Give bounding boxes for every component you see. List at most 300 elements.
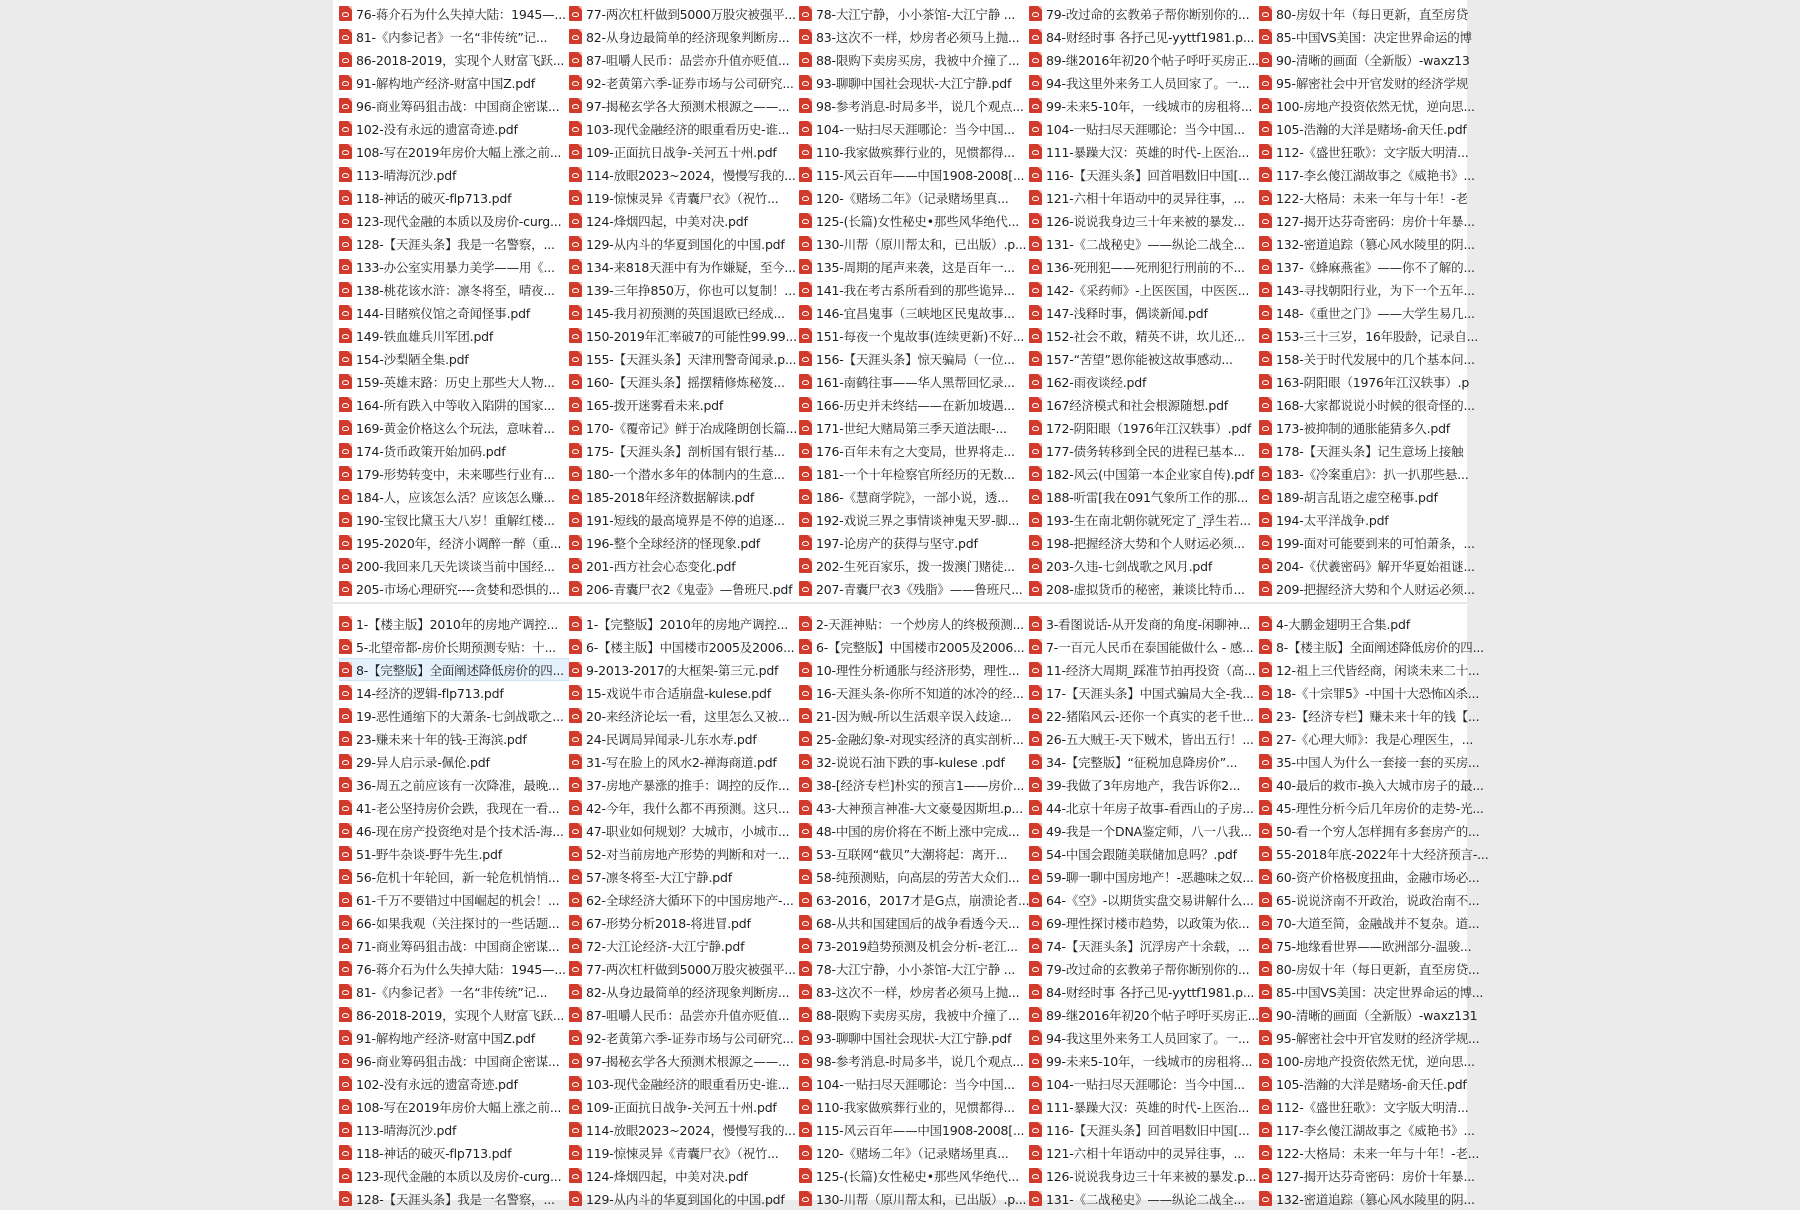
file-item[interactable] [1259,819,1489,842]
file-item[interactable] [1259,681,1489,704]
file-item[interactable] [1259,704,1489,727]
file-item[interactable] [1029,163,1259,186]
file-name: 176-百年未有之大变局，世界将走... [816,443,1015,459]
file-item[interactable] [569,416,799,439]
file-item[interactable] [339,1187,569,1210]
file-item[interactable] [339,1072,569,1095]
file-item[interactable] [1259,232,1489,255]
file-name: 96-商业筹码狙击战：中国商企密谋... [356,98,560,114]
file-item[interactable] [1029,48,1259,71]
file-item[interactable] [569,1118,799,1141]
file-item[interactable] [1259,71,1489,94]
file-item[interactable] [1259,163,1489,186]
pdf-file-icon [1029,466,1042,481]
file-item[interactable] [799,911,1029,934]
file-item[interactable] [339,957,569,980]
file-item[interactable] [1259,658,1489,681]
pdf-file-icon [799,420,812,435]
file-item[interactable] [339,232,569,255]
pdf-file-icon [1029,961,1042,976]
file-item[interactable] [1259,865,1489,888]
file-item[interactable] [1029,957,1259,980]
file-item[interactable] [339,727,569,750]
file-item[interactable] [799,704,1029,727]
file-item[interactable] [799,462,1029,485]
file-item[interactable] [1029,1072,1259,1095]
file-item[interactable] [1029,842,1259,865]
file-item[interactable] [339,370,569,393]
file-item[interactable] [1029,2,1259,25]
file-item[interactable] [339,635,569,658]
file-item[interactable] [1029,370,1259,393]
pdf-file-icon [799,662,812,677]
file-item[interactable] [569,796,799,819]
file-name: 155-【天涯头条】天津刑警奇闻录.p... [586,351,797,367]
file-item[interactable] [339,554,569,577]
file-item[interactable] [569,1141,799,1164]
file-item[interactable] [339,163,569,186]
file-name: 193-生在南北朝你就死定了_浮生若... [1046,512,1251,528]
file-item[interactable] [569,1164,799,1187]
file-item[interactable] [799,94,1029,117]
pdf-file-icon [339,535,352,550]
file-item[interactable] [569,888,799,911]
file-name: 188-听雷[我在091气象所工作的那... [1046,489,1249,505]
file-item[interactable] [1259,842,1489,865]
file-item[interactable] [569,773,799,796]
file-item[interactable] [569,347,799,370]
file-item[interactable] [569,71,799,94]
file-item[interactable] [1029,796,1259,819]
file-item[interactable] [569,393,799,416]
file-item[interactable] [339,255,569,278]
file-item[interactable] [569,25,799,48]
file-item[interactable] [569,508,799,531]
pdf-file-icon [569,1099,582,1114]
file-item[interactable] [1259,1049,1489,1072]
file-item[interactable] [1029,393,1259,416]
file-item[interactable] [569,278,799,301]
file-item[interactable] [569,1026,799,1049]
file-item[interactable] [1029,485,1259,508]
pdf-file-icon [799,236,812,251]
file-item[interactable] [799,773,1029,796]
file-item[interactable] [799,370,1029,393]
file-item[interactable] [799,980,1029,1003]
file-item[interactable] [1259,635,1489,658]
file-item[interactable] [799,508,1029,531]
file-item[interactable] [799,577,1029,600]
pdf-file-icon [339,144,352,159]
file-item[interactable] [1029,1003,1259,1026]
file-item[interactable] [569,462,799,485]
file-item[interactable] [569,140,799,163]
file-item[interactable] [1259,1072,1489,1095]
file-item[interactable] [799,934,1029,957]
file-item[interactable] [799,635,1029,658]
file-item[interactable] [339,1026,569,1049]
file-item[interactable] [569,301,799,324]
file-item[interactable] [1029,301,1259,324]
file-item[interactable] [1259,934,1489,957]
file-item[interactable] [799,1049,1029,1072]
file-item[interactable] [569,370,799,393]
file-item[interactable] [569,117,799,140]
file-item[interactable] [1029,773,1259,796]
pdf-file-icon [339,1030,352,1045]
pdf-file-icon [339,259,352,274]
file-item[interactable] [1259,2,1489,25]
file-item[interactable] [1029,704,1259,727]
file-item[interactable] [1029,1141,1259,1164]
file-item[interactable] [1259,278,1489,301]
file-item[interactable] [1259,1164,1489,1187]
file-item[interactable] [339,980,569,1003]
file-name: 131-《二战秘史》——纵论二战全... [1046,1191,1245,1207]
file-item[interactable] [1259,439,1489,462]
file-item[interactable] [339,508,569,531]
file-item[interactable] [799,186,1029,209]
file-item[interactable] [1259,1003,1489,1026]
pdf-file-icon [799,581,812,596]
file-item[interactable] [799,1187,1029,1210]
file-item[interactable] [569,727,799,750]
file-item[interactable] [799,1164,1029,1187]
file-item[interactable] [569,865,799,888]
file-item[interactable] [1259,347,1489,370]
file-item[interactable] [569,1095,799,1118]
file-item[interactable] [569,439,799,462]
file-item[interactable] [799,209,1029,232]
file-item[interactable] [569,658,799,681]
file-item[interactable] [1029,1095,1259,1118]
file-item[interactable] [569,980,799,1003]
file-item[interactable] [1259,980,1489,1003]
file-item[interactable] [569,255,799,278]
file-item[interactable] [1029,186,1259,209]
file-item[interactable] [339,865,569,888]
file-item[interactable] [569,324,799,347]
file-item[interactable] [569,957,799,980]
file-item[interactable] [339,416,569,439]
file-item[interactable] [569,1003,799,1026]
file-item[interactable] [569,1072,799,1095]
file-item[interactable] [1259,957,1489,980]
file-item[interactable] [339,1003,569,1026]
file-item[interactable] [1029,439,1259,462]
file-item[interactable] [339,1095,569,1118]
file-item[interactable] [569,911,799,934]
file-item[interactable] [339,94,569,117]
file-item[interactable] [799,957,1029,980]
file-item[interactable] [799,1003,1029,1026]
file-item[interactable] [799,819,1029,842]
file-item[interactable] [1029,1118,1259,1141]
file-item[interactable] [1029,508,1259,531]
file-item[interactable] [1029,232,1259,255]
file-item[interactable] [339,209,569,232]
file-item[interactable] [1029,462,1259,485]
file-item[interactable] [569,681,799,704]
file-item[interactable] [339,819,569,842]
file-item[interactable] [339,301,569,324]
file-item[interactable] [339,681,569,704]
file-item[interactable] [799,232,1029,255]
file-name: 80-房奴十年（每日更新，直至房贷... [1276,961,1480,977]
file-name: 127-揭开达芬奇密码：房价十年暴... [1276,1168,1475,1184]
file-item[interactable] [1029,209,1259,232]
file-item[interactable] [1259,1141,1489,1164]
file-item[interactable] [799,796,1029,819]
file-item[interactable] [339,911,569,934]
file-item[interactable] [799,554,1029,577]
file-item[interactable] [339,796,569,819]
file-item[interactable] [1029,531,1259,554]
file-item[interactable] [799,71,1029,94]
file-item[interactable] [1029,911,1259,934]
file-item[interactable] [1029,865,1259,888]
file-item[interactable] [799,612,1029,635]
file-item[interactable] [569,1187,799,1210]
file-item[interactable] [339,117,569,140]
file-item[interactable] [799,1072,1029,1095]
file-item[interactable] [1259,1187,1489,1210]
file-item[interactable] [569,704,799,727]
file-item[interactable] [1259,209,1489,232]
file-name: 135-周期的尾声来袭，这是百年一... [816,259,1015,275]
file-item[interactable] [1259,911,1489,934]
pdf-file-icon [1029,75,1042,90]
pdf-file-icon [339,777,352,792]
file-item[interactable] [569,554,799,577]
file-name: 44-北京十年房子故事-看西山的子房... [1046,800,1254,816]
file-item[interactable] [1259,485,1489,508]
file-item[interactable] [1029,658,1259,681]
file-item[interactable] [799,140,1029,163]
file-name: 175-【天涯头条】剖析国有银行基... [586,443,785,459]
pdf-file-icon [1259,397,1272,412]
file-item[interactable] [1029,554,1259,577]
file-item[interactable] [569,48,799,71]
file-item[interactable] [1259,186,1489,209]
file-item[interactable] [1029,888,1259,911]
file-item[interactable] [339,1118,569,1141]
file-item[interactable] [799,485,1029,508]
file-item[interactable] [339,1049,569,1072]
file-item[interactable] [339,71,569,94]
file-item[interactable] [799,117,1029,140]
file-item[interactable] [1259,1095,1489,1118]
file-item[interactable] [799,393,1029,416]
file-item[interactable] [569,94,799,117]
file-item[interactable] [799,842,1029,865]
file-item[interactable] [1259,508,1489,531]
file-item[interactable] [1029,750,1259,773]
file-name: 32-说说石油下跌的事-kulese .pdf [816,754,1005,770]
file-item[interactable] [339,750,569,773]
file-item[interactable] [1029,140,1259,163]
file-item[interactable] [569,577,799,600]
file-item[interactable] [339,842,569,865]
file-item[interactable] [1029,416,1259,439]
file-item[interactable] [1029,324,1259,347]
file-item[interactable] [339,186,569,209]
file-item[interactable] [1259,531,1489,554]
file-item[interactable] [339,140,569,163]
file-item[interactable] [1029,635,1259,658]
file-item[interactable] [1259,324,1489,347]
file-item[interactable] [339,704,569,727]
file-item[interactable] [339,347,569,370]
file-item[interactable] [799,750,1029,773]
pdf-file-icon [1029,639,1042,654]
file-item[interactable] [1029,1049,1259,1072]
file-item[interactable] [339,485,569,508]
file-item[interactable] [1259,1026,1489,1049]
file-item[interactable] [1259,301,1489,324]
file-item[interactable] [799,324,1029,347]
file-item[interactable] [339,48,569,71]
file-item[interactable] [1259,94,1489,117]
file-item[interactable] [569,232,799,255]
file-item[interactable] [569,934,799,957]
file-item[interactable] [799,888,1029,911]
file-item[interactable] [339,462,569,485]
file-item[interactable] [799,439,1029,462]
file-item[interactable] [1259,888,1489,911]
file-item[interactable] [799,658,1029,681]
file-item[interactable] [339,25,569,48]
file-item[interactable] [1029,577,1259,600]
file-item[interactable] [1029,819,1259,842]
file-name: 125-(长篇)女性秘史•那些风华绝代... [816,213,1020,229]
file-item[interactable] [339,773,569,796]
file-item[interactable] [569,819,799,842]
file-item[interactable] [1029,934,1259,957]
file-item[interactable] [569,750,799,773]
file-name: 77-两次杠杆做到5000万股灾被强平... [586,6,796,22]
file-item[interactable] [339,531,569,554]
file-item[interactable] [1259,370,1489,393]
file-item[interactable] [569,842,799,865]
file-name: 98-参考消息-时局多半，说几个观点... [816,98,1024,114]
file-item[interactable] [569,531,799,554]
file-item[interactable] [799,2,1029,25]
file-item[interactable] [339,1141,569,1164]
file-item[interactable] [799,301,1029,324]
file-item[interactable] [339,324,569,347]
file-item[interactable] [339,1164,569,1187]
file-item[interactable] [799,1095,1029,1118]
file-item[interactable] [1259,48,1489,71]
file-name: 48-中国的房价将在不断上涨中完成... [816,823,1020,839]
file-item[interactable] [799,727,1029,750]
file-item[interactable] [569,635,799,658]
file-item[interactable] [569,209,799,232]
file-name: 14-经济的逻辑-flp713.pdf [356,685,504,701]
file-name: 127-揭开达芬奇密码：房价十年暴... [1276,213,1475,229]
file-item[interactable] [1029,278,1259,301]
file-item[interactable] [339,612,569,635]
file-item[interactable] [1029,1164,1259,1187]
file-item[interactable] [1259,773,1489,796]
file-item[interactable] [799,416,1029,439]
file-name: 104-一贴扫尽天涯哪论：当今中国... [1046,121,1245,137]
file-item[interactable] [339,888,569,911]
pdf-file-icon [1029,98,1042,113]
pdf-file-icon [339,1191,352,1206]
file-item[interactable] [339,393,569,416]
file-item[interactable] [1259,462,1489,485]
file-name: 35-中国人为什么一套接一套的买房... [1276,754,1480,770]
file-item[interactable] [799,48,1029,71]
file-item[interactable] [799,865,1029,888]
file-item[interactable] [799,1141,1029,1164]
pdf-file-icon [1029,685,1042,700]
file-item[interactable] [1259,750,1489,773]
file-item[interactable] [1029,25,1259,48]
file-item[interactable] [569,2,799,25]
file-item[interactable] [339,2,569,25]
file-item[interactable] [1029,94,1259,117]
file-item[interactable] [1029,612,1259,635]
file-item[interactable] [1029,727,1259,750]
file-item[interactable] [1259,25,1489,48]
file-item[interactable] [339,439,569,462]
file-item[interactable] [799,681,1029,704]
file-item[interactable] [799,255,1029,278]
file-item[interactable] [1029,681,1259,704]
file-item[interactable] [799,278,1029,301]
file-item[interactable] [799,1026,1029,1049]
file-item[interactable] [1259,117,1489,140]
file-item[interactable] [1029,347,1259,370]
file-item[interactable] [799,163,1029,186]
pdf-file-icon [569,443,582,458]
file-item[interactable] [339,934,569,957]
file-item[interactable] [1029,980,1259,1003]
file-item[interactable] [1259,612,1489,635]
file-item[interactable] [569,1049,799,1072]
file-item[interactable] [1259,1118,1489,1141]
file-item[interactable] [569,612,799,635]
file-item[interactable] [1259,140,1489,163]
file-item[interactable] [1259,727,1489,750]
file-item[interactable] [569,485,799,508]
file-item[interactable] [1029,1026,1259,1049]
file-item[interactable] [799,531,1029,554]
file-item[interactable] [1259,796,1489,819]
file-item[interactable] [339,278,569,301]
file-item[interactable] [1259,554,1489,577]
file-item[interactable] [1029,255,1259,278]
file-item[interactable] [569,186,799,209]
file-name: 195-2020年，经济小调醉一醉（重... [356,535,562,551]
file-item[interactable] [1259,577,1489,600]
file-item[interactable] [339,577,569,600]
file-item[interactable] [1029,1187,1259,1210]
file-item[interactable] [799,25,1029,48]
file-item[interactable] [339,658,569,681]
file-item[interactable] [799,347,1029,370]
file-item[interactable] [1259,255,1489,278]
file-item[interactable] [1029,71,1259,94]
file-item[interactable] [799,1118,1029,1141]
file-item[interactable] [1259,416,1489,439]
file-item[interactable] [1259,393,1489,416]
file-item[interactable] [1029,117,1259,140]
file-item[interactable] [569,163,799,186]
